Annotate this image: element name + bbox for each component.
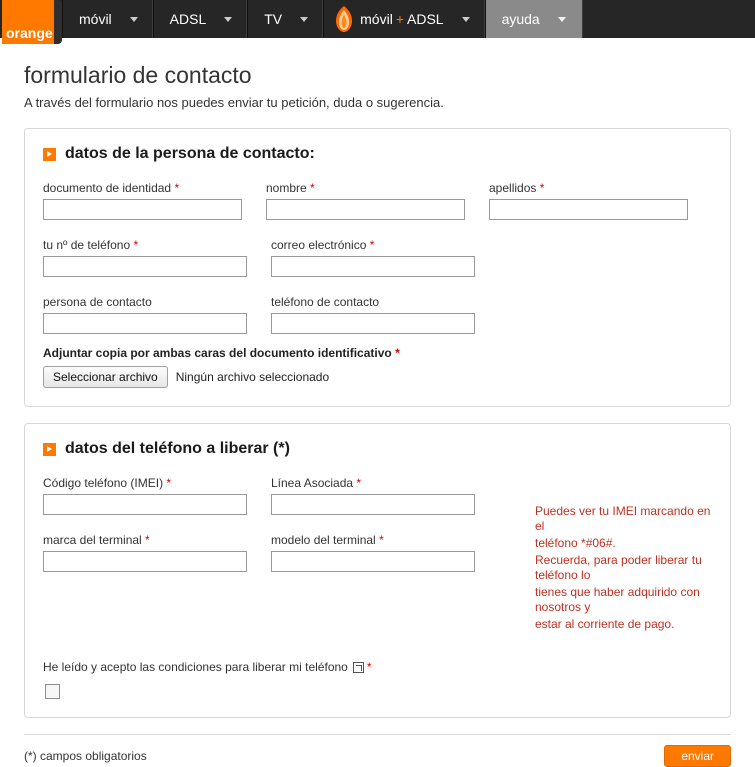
nav-item-adsl-label: ADSL — [169, 11, 207, 27]
field-documento-identidad — [43, 181, 242, 220]
imei-input[interactable] — [43, 494, 247, 515]
required-marker: * — [539, 181, 545, 195]
nav-item-movil-adsl[interactable] — [323, 0, 484, 38]
submit-button[interactable]: enviar — [664, 745, 731, 767]
correo-electronico-input[interactable] — [271, 256, 475, 277]
row-spacer — [43, 519, 535, 533]
required-marker: * — [366, 660, 372, 674]
phone-unlock-heading — [43, 440, 712, 458]
field-persona-contacto — [43, 295, 247, 334]
required-marker: * — [379, 533, 384, 547]
field-apellidos-label: apellidos * — [489, 181, 545, 195]
contact-row-2 — [43, 238, 712, 277]
field-modelo-terminal-label: modelo del terminal * — [271, 533, 384, 547]
chevron-down-icon — [462, 17, 470, 22]
logo-shadow — [54, 0, 62, 44]
brand-logo-label: orange — [2, 0, 54, 44]
phone-unlock-heading-label: datos del teléfono a liberar (*) — [65, 440, 290, 457]
nav-item-movil-adsl-label-1: móvil — [360, 11, 393, 27]
field-telefono-label: tu nº de teléfono * — [43, 238, 139, 252]
contact-person-heading-label: datos de la persona de contacto: — [65, 145, 315, 162]
telefono-input[interactable] — [43, 256, 247, 277]
row-spacer — [43, 281, 712, 295]
nav-item-adsl[interactable] — [153, 0, 248, 38]
top-navigation-bar — [0, 0, 755, 41]
arrow-right-icon — [43, 148, 56, 161]
imei-help-note — [535, 476, 712, 634]
nav-item-movil[interactable] — [62, 0, 153, 38]
page-subtitle: A través del formulario nos puedes enviar tu petición, duda o sugerencia. — [24, 95, 444, 110]
field-modelo-terminal — [271, 533, 475, 572]
required-marker: * — [174, 181, 180, 195]
field-linea-asociada — [271, 476, 475, 515]
form-footer — [24, 734, 731, 767]
contact-person-heading — [43, 145, 712, 163]
field-apellidos — [489, 181, 688, 220]
linea-asociada-input[interactable] — [271, 494, 475, 515]
terms-row — [43, 660, 712, 674]
select-file-button[interactable]: Seleccionar archivo — [43, 366, 168, 388]
phone-unlock-panel — [24, 423, 731, 718]
terms-link[interactable]: He leído y acepto las condiciones para liberar mi teléfono — [43, 660, 348, 674]
field-marca-terminal — [43, 533, 247, 572]
chevron-down-icon — [558, 17, 566, 22]
nav-item-tv[interactable] — [247, 0, 323, 38]
required-marker: * — [145, 533, 150, 547]
chevron-down-icon — [300, 17, 308, 22]
contact-row-3 — [43, 295, 712, 334]
brand-logo[interactable] — [0, 0, 62, 41]
imei-help-line-3: Recuerda, para poder liberar tu teléfono lo — [535, 553, 702, 582]
modelo-terminal-input[interactable] — [271, 551, 475, 572]
arrow-right-icon — [43, 443, 56, 456]
nav-item-ayuda-label: ayuda — [501, 11, 540, 27]
nombre-input[interactable] — [266, 199, 465, 220]
field-marca-terminal-label: marca del terminal * — [43, 533, 150, 547]
contact-row-1 — [43, 181, 712, 220]
mandatory-fields-note: (*) campos obligatorios — [24, 749, 147, 763]
required-marker: * — [395, 346, 400, 360]
phone-unlock-fields — [43, 476, 535, 634]
field-documento-identidad-label: documento de identidad * — [43, 181, 180, 195]
field-correo-electronico — [271, 238, 475, 277]
imei-help-line-4: tienes que haber adquirido con nosotros y — [535, 585, 700, 614]
field-correo-electronico-label: correo electrónico * — [271, 238, 375, 252]
nav-item-movil-adsl-label-2: ADSL — [407, 11, 444, 27]
field-telefono — [43, 238, 247, 277]
nav-item-plus-sign: + — [395, 11, 404, 27]
apellidos-input[interactable] — [489, 199, 688, 220]
field-linea-asociada-label: Línea Asociada * — [271, 476, 362, 490]
marca-terminal-input[interactable] — [43, 551, 247, 572]
chevron-down-icon — [224, 17, 232, 22]
imei-help-line-5: estar al corriente de pago. — [535, 617, 675, 631]
chevron-down-icon — [130, 17, 138, 22]
terms-checkbox[interactable] — [45, 684, 60, 699]
field-nombre-label: nombre * — [266, 181, 315, 195]
page-title: formulario de contacto — [24, 62, 252, 88]
file-upload-row — [43, 366, 712, 388]
imei-help-line-2: teléfono *#06#. — [535, 536, 616, 550]
nav-item-ayuda[interactable] — [485, 0, 583, 38]
field-imei — [43, 476, 247, 515]
unlock-row-1 — [43, 476, 535, 515]
field-nombre — [266, 181, 465, 220]
attachment-label: Adjuntar copia por ambas caras del documento identificativo * — [43, 346, 400, 360]
file-status-text: Ningún archivo seleccionado — [175, 370, 330, 384]
nav-item-movil-label: móvil — [79, 11, 112, 27]
field-persona-contacto-label: persona de contacto — [43, 295, 152, 309]
field-imei-label: Código teléfono (IMEI) * — [43, 476, 172, 490]
required-marker: * — [310, 181, 315, 195]
contact-person-panel — [24, 128, 731, 407]
telefono-contacto-input[interactable] — [271, 313, 475, 334]
required-marker: * — [356, 476, 362, 490]
nav-item-tv-label: TV — [264, 11, 283, 27]
row-spacer — [43, 224, 712, 238]
field-telefono-contacto-label: teléfono de contacto — [271, 295, 380, 309]
documento-identidad-input[interactable] — [43, 199, 242, 220]
phone-unlock-body — [43, 476, 712, 634]
field-telefono-contacto — [271, 295, 475, 334]
required-marker: * — [133, 238, 139, 252]
unlock-row-2 — [43, 533, 535, 572]
required-marker: * — [369, 238, 375, 252]
fox-icon — [332, 5, 356, 33]
imei-help-line-1: Puedes ver tu IMEI marcando en el — [535, 504, 711, 533]
external-link-icon — [353, 662, 364, 673]
persona-contacto-input[interactable] — [43, 313, 247, 334]
required-marker: * — [166, 476, 172, 490]
